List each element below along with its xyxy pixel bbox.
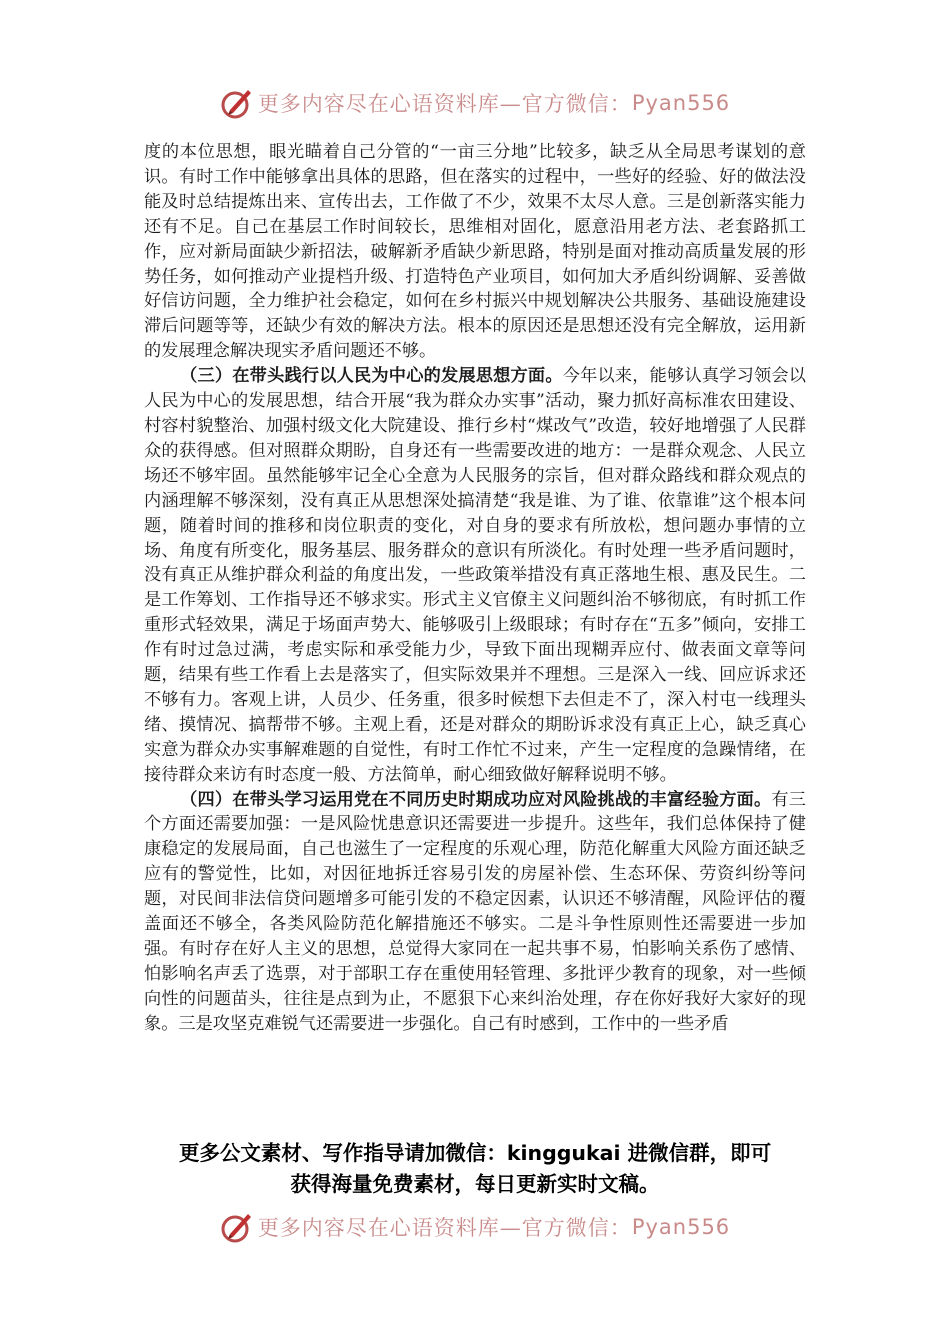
document-body — [144, 140, 806, 1037]
watermark-handle: Pyan556 — [631, 1215, 731, 1239]
watermark-handle: Pyan556 — [631, 91, 731, 115]
paragraph-3 — [144, 788, 806, 1037]
pen-logo-icon — [220, 1210, 254, 1244]
pen-logo-icon — [220, 86, 254, 120]
watermark-header — [0, 86, 950, 120]
paragraph-2-heading: （三）在带头践行以人民为中心的发展思想方面。 — [180, 366, 563, 387]
watermark-text: 更多内容尽在心语资料库—官方微信： — [257, 1216, 632, 1240]
paragraph-2-body: 今年以来，能够认真学习领会以人民为中心的发展思想，结合开展“我为群众办实事”活动，聚力抓好高标准农田建设、村容村貌整治、加强村级文化大院建设、推行乡村“煤改气”改造，较好地增强了人民群众的获得感。但对照群众期盼，自身还有一些需要改进的地方：一是群众观念、人民立场还不够牢固。虽然能够牢记全心全意为人民服务的宗旨，但对群众路线和群众观点的内涵理解不够深刻，没有真正从思想深处搞清楚“我是谁、为了谁、依靠谁”这个根本问题，随着时间的推移和岗位职责的变化，对自身的要求有所放松，想问题办事情的立场、角度有所变化，服务基层、服务群众的意识有所淡化。有时处理一些矛盾问题时，没有真正从维护群众利益的角度出发，一些政策举措没有真正落地生根、惠及民生。二是工作筹划、工作指导还不够求实。形式主义官僚主义问题纠治不够彻底，有时抓工作重形式轻效果，满足于场面声势大、能够吸引上级眼球；有时存在“五多”倾向，安排工作有时过急过满，考虑实际和承受能力少，导致下面出现糊弄应付、做表面文章等问题，结果有些工作看上去是落实了，但实际效果并不理想。三是深入一线、回应诉求还不够有力。客观上讲，人员少、任务重，很多时候想下去但走不了，深入村屯一线理头绪、摸情况、搞帮带不够。主观上看，还是对群众的期盼诉求没有真正上心，缺乏真心实意为群众办实事解难题的自觉性，有时工作忙不过来，产生一定程度的急躁情绪，在接待群众来访有时态度一般、方法简单，耐心细致做好解释说明不够。 — [144, 366, 806, 785]
promo-banner — [150, 1138, 800, 1200]
watermark-footer — [0, 1210, 950, 1244]
paragraph-3-heading: （四）在带头学习运用党在不同历史时期成功应对风险挑战的丰富经验方面。 — [180, 789, 772, 810]
paragraph-1-body: 度的本位思想，眼光瞄着自己分管的“一亩三分地”比较多，缺乏从全局思考谋划的意识。有时工作中能够拿出具体的思路，但在落实的过程中，一些好的经验、好的做法没能及时总结提炼出来、宣传出去，工作做了不少，效果不太尽人意。三是创新落实能力还有不足。自己在基层工作时间较长，思维相对固化，愿意沿用老方法、老套路抓工作，应对新局面缺少新招法，破解新矛盾缺少新思路，特别是面对推动高质量发展的形势任务，如何推动产业提档升级、打造特色产业项目，如何加大矛盾纠纷调解、妥善做好信访问题，全力维护社会稳定，如何在乡村振兴中规划解决公共服务、基础设施建设滞后问题等等，还缺少有效的解决方法。根本的原因还是思想还没有完全解放，运用新的发展理念解决现实矛盾问题还不够。 — [144, 142, 806, 362]
paragraph-3-body: 有三个方面还需要加强：一是风险忧患意识还需要进一步提升。这些年，我们总体保持了健康稳定的发展局面，自己也滋生了一定程度的乐观心理，防范化解重大风险方面还缺乏应有的警觉性，比如，对因征地拆迁容易引发的房屋补偿、生态环保、劳资纠纷等问题，对民间非法信贷问题增多可能引发的不稳定因素，认识还不够清醒，风险评估的覆盖面还不够全，各类风险防范化解措施还不够实。二是斗争性原则性还需要进一步加强。有时存在好人主义的思想，总觉得大家同在一起共事不易，怕影响关系伤了感情、怕影响名声丢了选票，对于部职工存在重使用轻管理、多批评少教育的现象，对一些倾向性的问题苗头，往往是点到为止，不愿狠下心来纠治处理，存在你好我好大家好的现象。三是攻坚克难锐气还需要进一步强化。自己有时感到，工作中的一些矛盾 — [144, 789, 806, 1034]
paragraph-1 — [144, 140, 806, 364]
paragraph-2 — [144, 364, 806, 787]
watermark-text: 更多内容尽在心语资料库—官方微信： — [257, 92, 632, 116]
promo-line-2: 获得海量免费素材，每日更新实时文稿。 — [290, 1172, 660, 1196]
promo-line-1: 更多公文素材、写作指导请加微信：kinggukai 进微信群，即可 — [178, 1141, 772, 1165]
